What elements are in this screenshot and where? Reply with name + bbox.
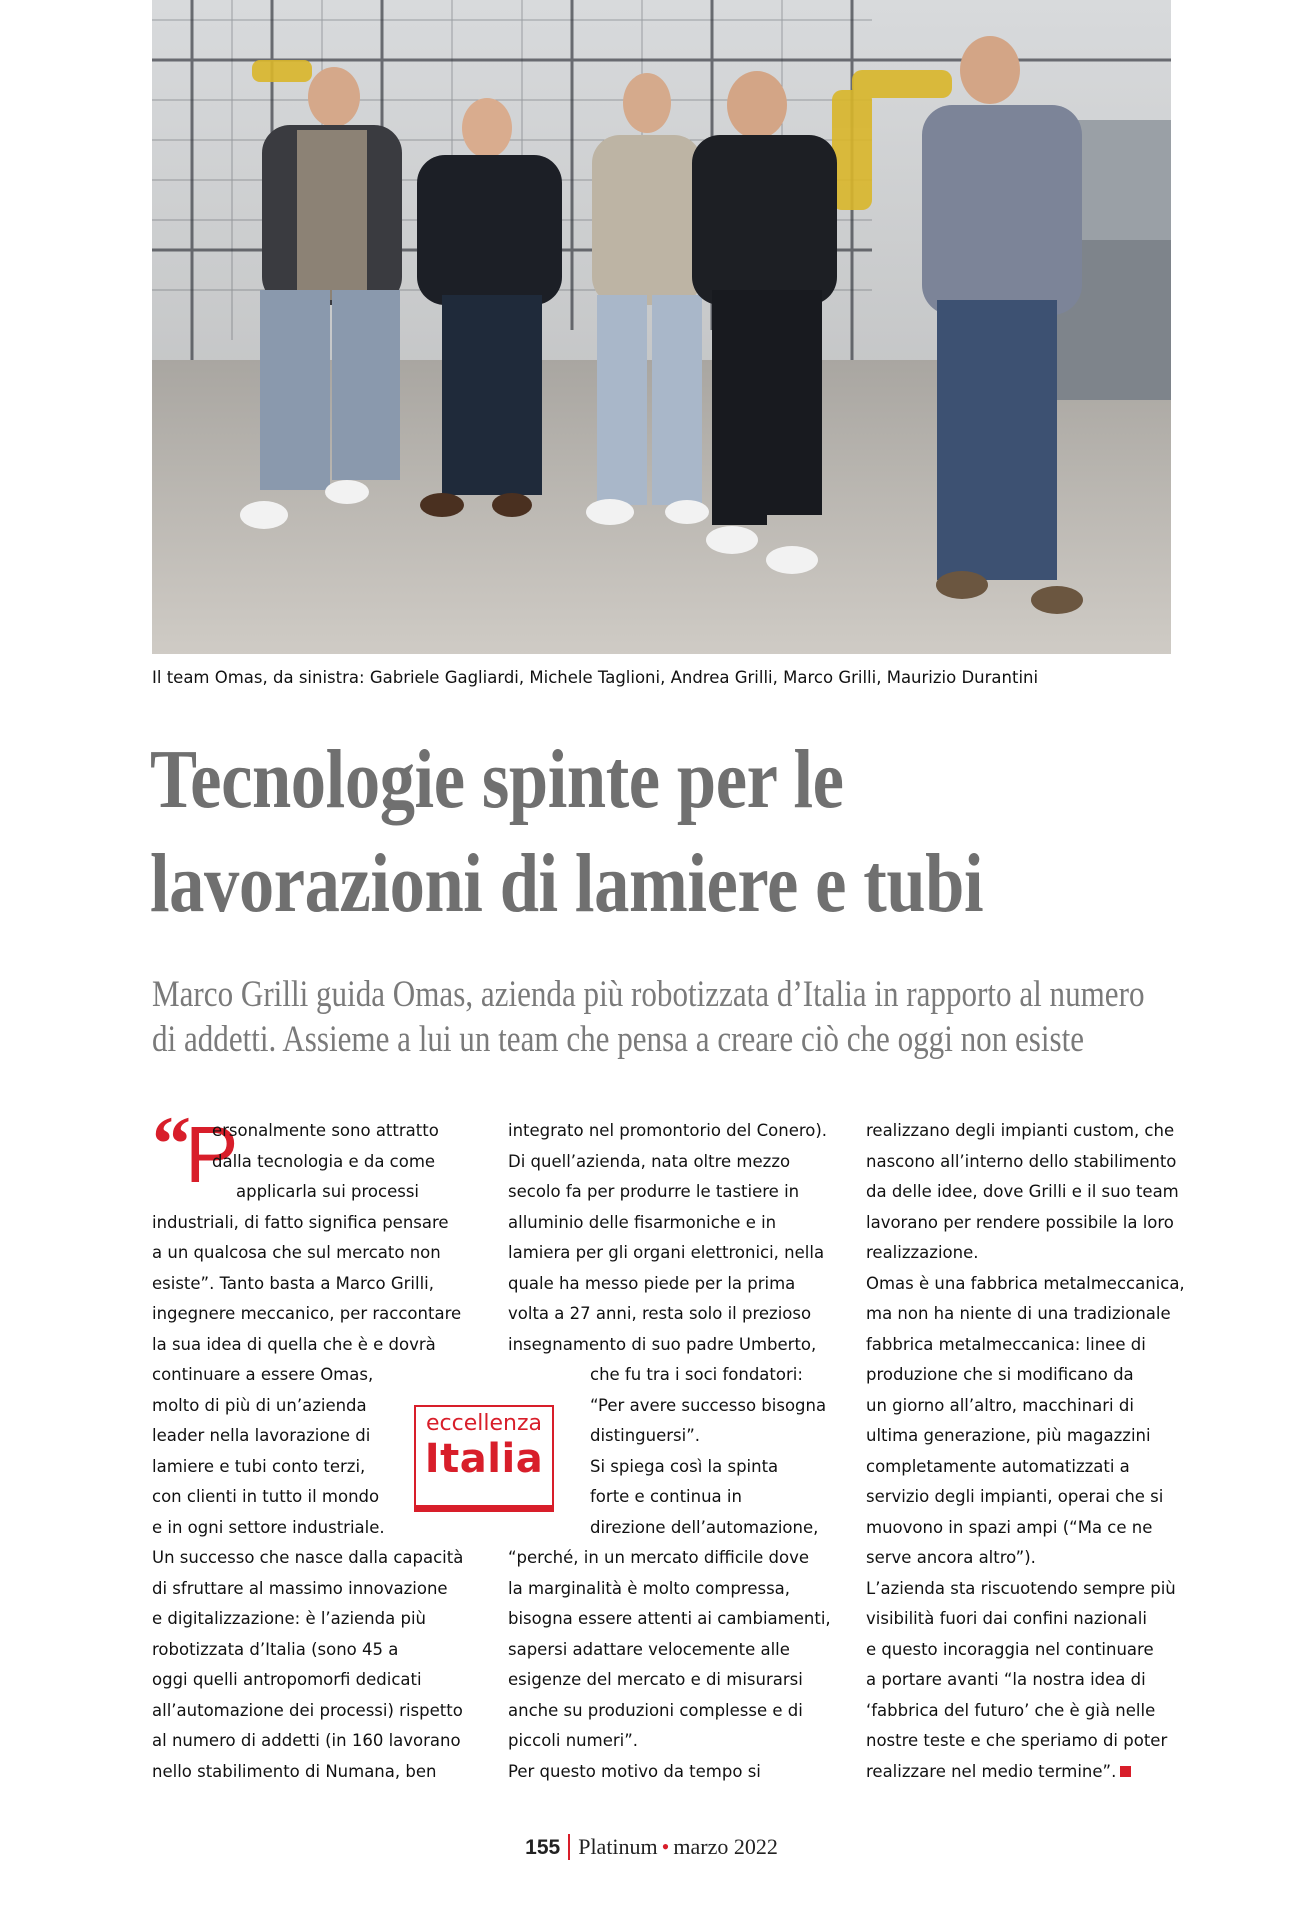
headline-line-2: lavorazioni di lamiere e tubi [150,837,984,930]
text-line: bisogna essere attenti ai cambiamenti, [508,1609,831,1628]
text-line: Si spiega così la spinta [590,1456,779,1476]
text-line: muovono in spazi ampi (“Ma ce ne [866,1517,1153,1537]
text-line: ingegnere meccanico, per raccontare [152,1304,462,1323]
text-line: ma non ha niente di una tradizionale [866,1304,1171,1323]
text-line: direzione dell’automazione, [590,1517,819,1537]
text-line: realizzazione. [866,1243,979,1262]
text-line: esigenze del mercato e di misurarsi [508,1670,803,1689]
drop-cap: P [185,1110,239,1199]
text-line: la marginalità è molto compressa, [508,1578,791,1598]
text-line: alluminio delle fisarmoniche e in [508,1212,777,1232]
text-line: da delle idee, dove Grilli e il suo team [866,1182,1179,1201]
text-line: secolo fa per produrre le tastiere in [508,1182,800,1201]
text-line: a un qualcosa che sul mercato non [152,1243,441,1262]
text-line: L’azienda sta riscuotendo sempre più [866,1578,1176,1598]
text-line: Per questo motivo da tempo si [508,1761,761,1781]
text-line: con clienti in tutto il mondo [152,1487,380,1506]
last-line-text: realizzare nel medio termine”. [866,1761,1117,1781]
issue-date: marzo 2022 [673,1834,778,1859]
text-line: nello stabilimento di Numana, ben [152,1761,437,1781]
text-line-last [866,1757,1186,1788]
text-line: oggi quelli antropomorfi dedicati [152,1670,422,1689]
text-line: completamente automatizzati a [866,1456,1130,1476]
text-line: esiste”. Tanto basta a Marco Grilli, [152,1273,435,1293]
magazine-name: Platinum [578,1834,658,1859]
deck-subtitle [152,972,1182,1062]
text-line: di sfruttare al massimo innovazione [152,1578,448,1598]
deck-line-1: Marco Grilli guida Omas, azienda più robotizzata d’Italia in rapporto al numero [152,974,1145,1015]
text-line: lamiera per gli organi elettronici, nella [508,1243,825,1262]
article-column-1 [152,1116,464,1787]
page-number: 155 [525,1836,561,1859]
text-line: volta a 27 anni, resta solo il prezioso [508,1304,812,1323]
text-line: distinguersi”. [590,1426,701,1445]
text-line: e questo incoraggia nel continuare [866,1639,1154,1659]
text-line: lamiere e tubi conto terzi, [152,1456,366,1476]
text-line: Omas è una fabbrica metalmeccanica, [866,1273,1185,1293]
text-line: e digitalizzazione: è l’azienda più [152,1609,426,1628]
text-line: anche su produzioni complesse e di [508,1700,803,1720]
footer-divider [568,1834,570,1860]
end-of-article-square-icon [1120,1766,1131,1777]
text-line: industriali, di fatto significa pensare [152,1212,449,1232]
bullet-icon: • [661,1834,670,1859]
text-line: ‘fabbrica del futuro’ che è già nelle [866,1700,1156,1720]
headline [150,728,1180,936]
badge-line-2: Italia [424,1436,544,1482]
text-line: lavorano per rendere possibile la loro [866,1212,1174,1232]
text-line: continuare a essere Omas, [152,1365,374,1384]
text-line: visibilità fuori dai confini nazionali [866,1609,1147,1628]
text-line: all’automazione dei processi) rispetto [152,1700,463,1720]
text-line: insegnamento di suo padre Umberto, [508,1334,817,1354]
article-column-2 [508,1116,831,1787]
text-line: ultima generazione, più magazzini [866,1426,1151,1445]
text-line: al numero di addetti (in 160 lavorano [152,1731,461,1750]
text-line: produzione che si modificano da [866,1365,1134,1384]
text-line: servizio degli impianti, operai che si [866,1487,1164,1506]
text-line: fabbrica metalmeccanica: linee di [866,1334,1146,1354]
headline-line-1: Tecnologie spinte per le [150,733,844,826]
deck-line-2: di addetti. Assieme a lui un team che pensa a creare ciò che oggi non esiste [152,1019,1085,1060]
text-line: nostre teste e che speriamo di poter [866,1731,1168,1750]
text-line: applicarla sui processi [236,1182,420,1201]
text-line: Di quell’azienda, nata oltre mezzo [508,1151,791,1171]
text-line: forte e continua in [590,1487,742,1506]
text-line: molto di più di un’azienda [152,1395,367,1415]
text-line: “perché, in un mercato difficile dove [508,1548,809,1567]
text-line: un giorno all’altro, macchinari di [866,1395,1134,1415]
text-line: Un successo che nasce dalla capacità [152,1548,464,1567]
text-line: robotizzata d’Italia (sono 45 a [152,1639,399,1659]
text-line: e in ogni settore industriale. [152,1517,385,1537]
text-line: leader nella lavorazione di [152,1426,371,1445]
text-line: sapersi adattare velocemente alle [508,1639,790,1659]
article-column-3 [866,1116,1186,1787]
text-line: realizzano degli impianti custom, che [866,1121,1175,1140]
text-line: nascono all’interno dello stabilimento [866,1151,1177,1171]
text-line: che fu tra i soci fondatori: [590,1365,803,1384]
team-photo [152,0,1171,654]
text-line: “Per avere successo bisogna [590,1395,827,1415]
text-line: integrato nel promontorio del Conero). [508,1121,828,1140]
text-line: la sua idea di quella che è e dovrà [152,1334,436,1354]
page-footer [0,1834,1303,1860]
text-line: dalla tecnologia e da come [212,1151,436,1171]
text-line: quale ha messo piede per la prima [508,1273,796,1293]
badge-line-1: eccellenza [426,1411,542,1436]
text-line: piccoli numeri”. [508,1731,639,1750]
text-line: ersonalmente sono attratto [212,1121,439,1140]
open-quote-mark: “ [152,1100,191,1187]
text-line: serve ancora altro”). [866,1548,1036,1567]
text-line: a portare avanti “la nostra idea di [866,1670,1146,1689]
photo-caption: Il team Omas, da sinistra: Gabriele Gagliardi, Michele Taglioni, Andrea Grilli, Marco Grilli, Maurizio Durantini [152,668,1039,687]
